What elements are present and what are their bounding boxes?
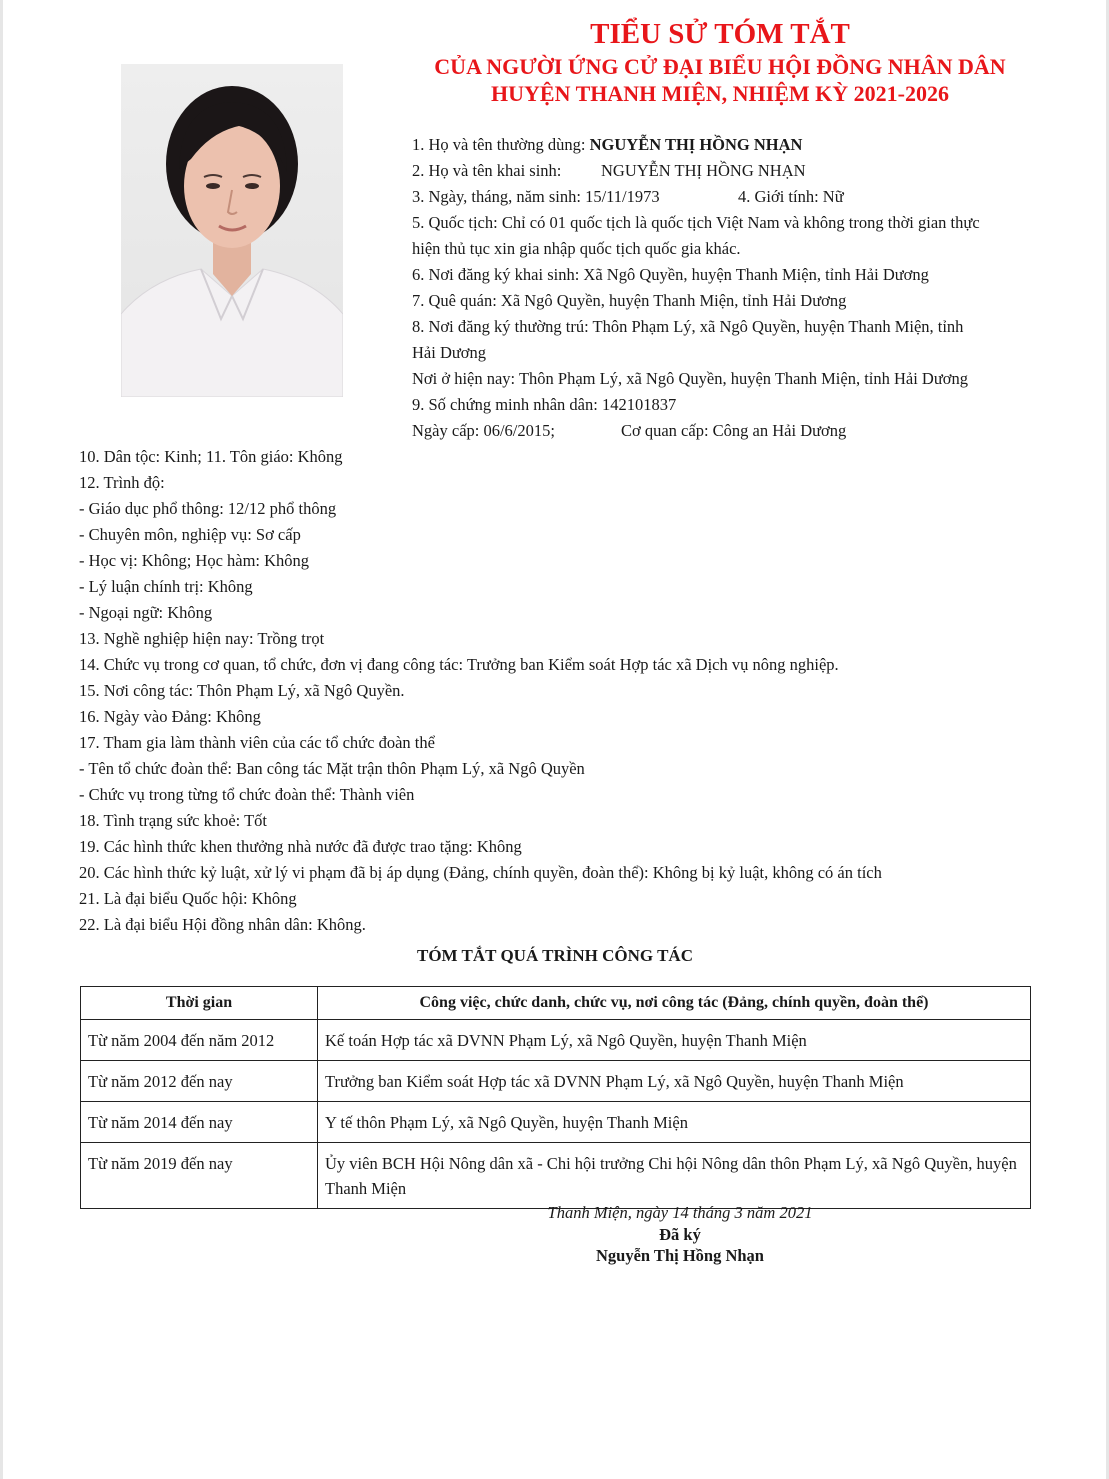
field-political-theory: - Lý luận chính trị: Không [79, 577, 253, 596]
document-title: TIỂU SỬ TÓM TẮT [590, 18, 850, 50]
field-id-issuer: Cơ quan cấp: Công an Hải Dương [621, 421, 847, 440]
document-subtitle-1: CỦA NGƯỜI ỨNG CỬ ĐẠI BIỂU HỘI ĐỒNG NHÂN DÂN [434, 54, 1006, 79]
field-permanent-residence-cont: Hải Dương [412, 343, 487, 362]
field-professional-level: - Chuyên môn, nghiệp vụ: Sơ cấp [79, 525, 301, 544]
field-awards: 19. Các hình thức khen thưởng nhà nước đã được trao tặng: Không [79, 837, 522, 856]
field-general-education: - Giáo dục phổ thông: 12/12 phổ thông [79, 499, 337, 518]
field-permanent-residence: 8. Nơi đăng ký thường trú: Thôn Phạm Lý, xã Ngô Quyền, huyện Thanh Miện, tỉnh [412, 317, 964, 336]
column-header-time: Thời gian [81, 987, 318, 1020]
table-row [81, 1102, 1031, 1143]
field-birth-date: 3. Ngày, tháng, năm sinh: 15/11/1973 [412, 187, 660, 206]
field-peoples-council-delegate: 22. Là đại biểu Hội đồng nhân dân: Không. [79, 915, 366, 934]
table-row [81, 1143, 1031, 1209]
common-name-value: NGUYỄN THỊ HỒNG NHẠN [589, 135, 803, 154]
signature-signed-note: Đã ký [659, 1225, 701, 1244]
field-party-join-date: 16. Ngày vào Đảng: Không [79, 707, 261, 726]
field-ethnicity-religion: 10. Dân tộc: Kinh; 11. Tôn giáo: Không [79, 447, 343, 466]
field-nationality: 5. Quốc tịch: Chỉ có 01 quốc tịch là quốc tịch Việt Nam và không trong thời gian thực [412, 213, 980, 232]
field-birth-registration: 6. Nơi đăng ký khai sinh: Xã Ngô Quyền, huyện Thanh Miện, tỉnh Hải Dương [412, 265, 929, 284]
column-header-job: Công việc, chức danh, chức vụ, nơi công tác (Đảng, chính quyền, đoàn thể) [318, 987, 1031, 1020]
field-organizations: 17. Tham gia làm thành viên của các tổ chức đoàn thể [79, 733, 435, 752]
field-birth-name-label: 2. Họ và tên khai sinh: [412, 161, 562, 180]
cell-job: Ủy viên BCH Hội Nông dân xã - Chi hội trưởng Chi hội Nông dân thôn Phạm Lý, xã Ngô Quyền, huyện Thanh Miện [318, 1143, 1031, 1209]
field-foreign-language: - Ngoại ngữ: Không [79, 603, 213, 622]
cell-time: Từ năm 2012 đến nay [81, 1061, 318, 1102]
cell-job: Kế toán Hợp tác xã DVNN Phạm Lý, xã Ngô Quyền, huyện Thanh Miện [318, 1020, 1031, 1061]
cell-time: Từ năm 2014 đến nay [81, 1102, 318, 1143]
field-birth-name-value: NGUYỄN THỊ HỒNG NHẠN [601, 161, 806, 180]
work-history-title: TÓM TẮT QUÁ TRÌNH CÔNG TÁC [417, 946, 693, 965]
work-history-table [80, 986, 1031, 1209]
field-gender: 4. Giới tính: Nữ [738, 187, 844, 206]
field-nationality-cont: hiện thủ tục xin gia nhập quốc tịch quốc gia khác. [412, 239, 741, 258]
candidate-portrait-photo [121, 64, 343, 397]
field-organization-role: - Chức vụ trong từng tổ chức đoàn thể: Thành viên [79, 785, 415, 804]
field-education-heading: 12. Trình độ: [79, 473, 165, 492]
field-hometown: 7. Quê quán: Xã Ngô Quyền, huyện Thanh Miện, tỉnh Hải Dương [412, 291, 847, 310]
field-current-position: 14. Chức vụ trong cơ quan, tổ chức, đơn vị đang công tác: Trưởng ban Kiểm soát Hợp tác xã Dịch vụ nông nghiệp. [79, 655, 839, 674]
signature-name: Nguyễn Thị Hồng Nhạn [596, 1246, 764, 1265]
field-degree: - Học vị: Không; Học hàm: Không [79, 551, 310, 570]
cell-job: Trưởng ban Kiểm soát Hợp tác xã DVNN Phạm Lý, xã Ngô Quyền, huyện Thanh Miện [318, 1061, 1031, 1102]
field-workplace: 15. Nơi công tác: Thôn Phạm Lý, xã Ngô Quyền. [79, 681, 405, 700]
field-id-number: 9. Số chứng minh nhân dân: 142101837 [412, 395, 677, 414]
field-health: 18. Tình trạng sức khoẻ: Tốt [79, 811, 267, 830]
cell-time: Từ năm 2019 đến nay [81, 1143, 318, 1209]
field-organization-name: - Tên tổ chức đoàn thể: Ban công tác Mặt trận thôn Phạm Lý, xã Ngô Quyền [79, 759, 585, 778]
table-row [81, 1061, 1031, 1102]
field-current-residence: Nơi ở hiện nay: Thôn Phạm Lý, xã Ngô Quyền, huyện Thanh Miện, tỉnh Hải Dương [412, 369, 969, 388]
table-row [81, 1020, 1031, 1061]
cell-job: Y tế thôn Phạm Lý, xã Ngô Quyền, huyện Thanh Miện [318, 1102, 1031, 1143]
signature-place-date: Thanh Miện, ngày 14 tháng 3 năm 2021 [547, 1203, 813, 1222]
field-occupation: 13. Nghề nghiệp hiện nay: Trồng trọt [79, 629, 325, 648]
field-id-issue-date: Ngày cấp: 06/6/2015; [412, 421, 555, 440]
field-discipline: 20. Các hình thức kỷ luật, xử lý vi phạm đã bị áp dụng (Đảng, chính quyền, đoàn thể): Không bị kỷ luật, không có án tích [79, 863, 882, 882]
field-common-name: 1. Họ và tên thường dùng: NGUYỄN THỊ HỒNG NHẠN [412, 135, 803, 154]
cell-time: Từ năm 2004 đến năm 2012 [81, 1020, 318, 1061]
field-national-assembly-delegate: 21. Là đại biểu Quốc hội: Không [79, 889, 297, 908]
document-subtitle-2: HUYỆN THANH MIỆN, NHIỆM KỲ 2021-2026 [491, 81, 949, 106]
